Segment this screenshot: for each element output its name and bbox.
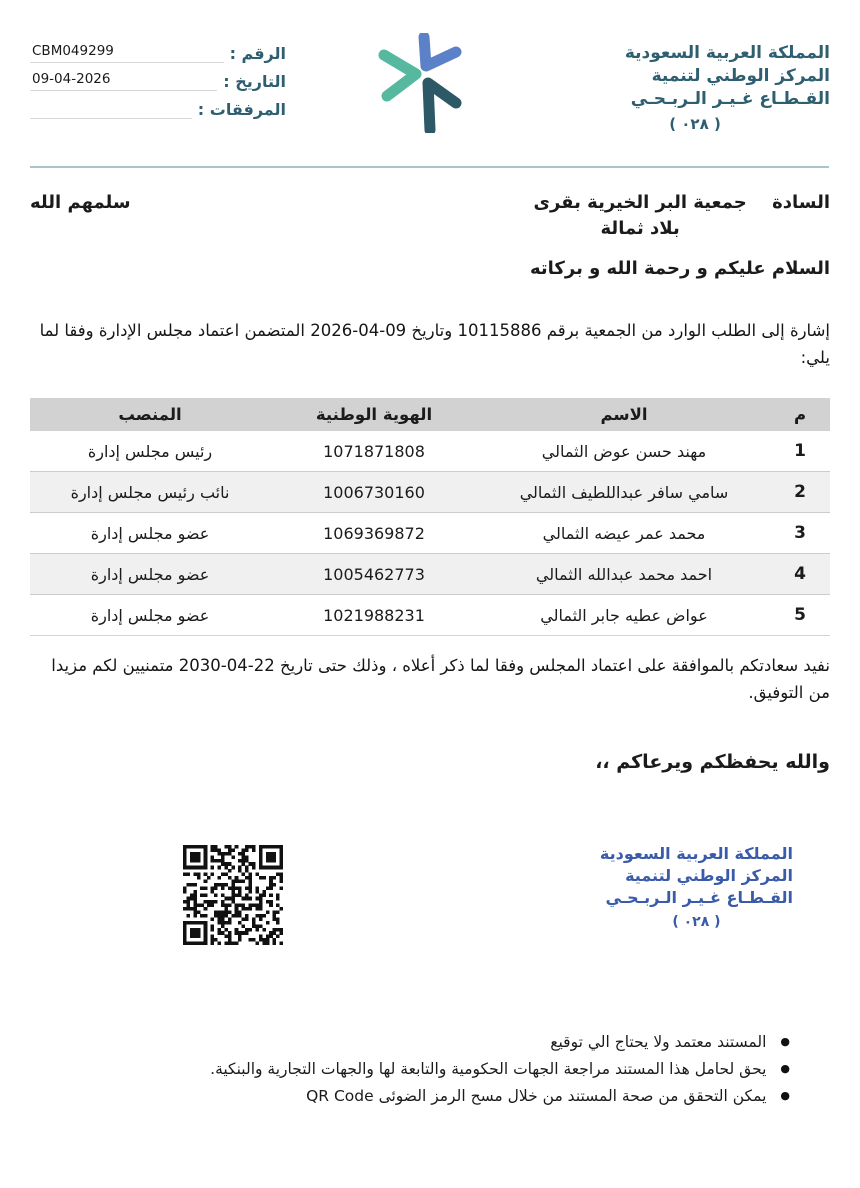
letter-body xyxy=(30,190,830,1113)
note-text: يحق لحامل هذا المستند مراجعة الجهات الحكومية والتابعة لها والجهات التجارية والبنكية. xyxy=(210,1060,767,1078)
header-divider xyxy=(30,166,829,168)
regards-text: والله يحفظكم ويرعاكم ،، xyxy=(595,751,830,773)
col-national-id: الهوية الوطنية xyxy=(270,398,478,431)
row-index: 5 xyxy=(794,605,806,625)
col-name: الاسم xyxy=(478,398,770,431)
field-date xyxy=(30,70,286,91)
member-position: عضو مجلس إدارة xyxy=(90,564,210,584)
reference-fields xyxy=(30,42,286,126)
logo-chevron-green xyxy=(384,55,416,96)
salutation-row xyxy=(30,190,830,242)
member-national-id: 1071871808 xyxy=(323,441,425,461)
member-national-id: 1005462773 xyxy=(323,564,425,584)
blessing-text: سلمهم الله xyxy=(30,192,131,213)
logo-chevron-dark xyxy=(428,83,456,130)
addressee-prefix: السادة xyxy=(772,192,830,213)
field-number xyxy=(30,42,286,63)
stamp-line: القـطـاع غـيـر الـربـحـي xyxy=(605,888,793,907)
intro-paragraph: إشارة إلى الطلب الوارد من الجمعية برقم 10115886 وتاريخ 09-04-2026 المتضمن اعتماد مجلس الإدارة وفقا لما يلي: xyxy=(39,321,830,367)
field-attachments xyxy=(30,98,286,119)
table-row xyxy=(30,431,830,472)
col-index: م xyxy=(770,398,830,431)
addressee xyxy=(520,190,830,242)
member-name: مهند حسن عوض الثمالي xyxy=(541,441,707,461)
attachments-label: المرفقات : xyxy=(197,100,286,119)
bullet-icon: ● xyxy=(780,1035,790,1048)
member-name: سامي سافر عبداللطيف الثمالي xyxy=(519,482,729,502)
table-row xyxy=(30,595,830,636)
greeting-text: السلام عليكم و رحمة الله و بركاته xyxy=(529,258,830,279)
table-row xyxy=(30,472,830,513)
qr-code xyxy=(183,845,283,945)
attachments-value xyxy=(30,99,192,119)
table-header-row xyxy=(30,398,830,431)
org-line: المركز الوطني لتنمية xyxy=(651,66,830,86)
number-value: CBM049299 xyxy=(30,43,224,63)
number-label: الرقم : xyxy=(229,44,286,63)
ncnp-logo-icon xyxy=(373,33,473,133)
stamp-line: المملكة العربية السعودية xyxy=(599,844,793,863)
member-name: عواض عطيه جابر الثمالي xyxy=(540,605,708,625)
member-national-id: 1021988231 xyxy=(323,605,425,625)
row-index: 4 xyxy=(794,564,806,584)
closing-paragraph: نفيد سعادتكم بالموافقة على اعتماد المجلس وفقا لما ذكر أعلاه ، وذلك حتى تاريخ 22-04-2030 متمنيين لكم مزيدا من التوفيق. xyxy=(51,656,830,702)
row-index: 2 xyxy=(794,482,806,502)
member-position: عضو مجلس إدارة xyxy=(90,605,210,625)
org-line: المملكة العربية السعودية xyxy=(624,43,830,63)
table-row xyxy=(30,554,830,595)
date-label: التاريخ : xyxy=(223,72,286,91)
table-row xyxy=(30,513,830,554)
list-item xyxy=(30,1032,790,1052)
stamp-code: ( ٠٢٨ ) xyxy=(672,914,721,930)
member-name: احمد محمد عبدالله الثمالي xyxy=(535,564,713,584)
row-index: 1 xyxy=(794,441,806,461)
footer-notes xyxy=(30,1032,790,1106)
logo-chevron-blue xyxy=(424,37,456,66)
member-name: محمد عمر عيضه الثمالي xyxy=(542,523,706,543)
board-members-table xyxy=(30,398,830,636)
member-national-id: 1069369872 xyxy=(323,523,425,543)
letterhead xyxy=(30,30,830,136)
org-code: ( ٠٢٨ ) xyxy=(669,115,721,133)
member-position: عضو مجلس إدارة xyxy=(90,523,210,543)
stamp-line: المركز الوطني لتنمية xyxy=(625,866,793,885)
org-stamp xyxy=(600,843,793,933)
addressee-name: جمعية البر الخيرية بقرى بلاد ثمالة xyxy=(533,192,747,239)
member-position: رئيس مجلس إدارة xyxy=(87,441,213,461)
stamp-row xyxy=(30,843,830,955)
bullet-icon: ● xyxy=(780,1062,790,1075)
member-national-id: 1006730160 xyxy=(323,482,425,502)
list-item xyxy=(30,1086,790,1106)
note-text: المستند معتمد ولا يحتاج الي توقيع xyxy=(550,1033,767,1051)
date-value: 09-04-2026 xyxy=(30,71,217,91)
member-position: نائب رئيس مجلس إدارة xyxy=(70,482,230,502)
org-name-block xyxy=(560,42,830,136)
col-position: المنصب xyxy=(30,398,270,431)
note-text: يمكن التحقق من صحة المستند من خلال مسح الرمز الضوئى QR Code xyxy=(306,1087,767,1105)
list-item xyxy=(30,1059,790,1079)
row-index: 3 xyxy=(794,523,806,543)
org-line: القـطـاع غـيـر الـربـحـي xyxy=(630,89,830,109)
bullet-icon: ● xyxy=(780,1089,790,1102)
